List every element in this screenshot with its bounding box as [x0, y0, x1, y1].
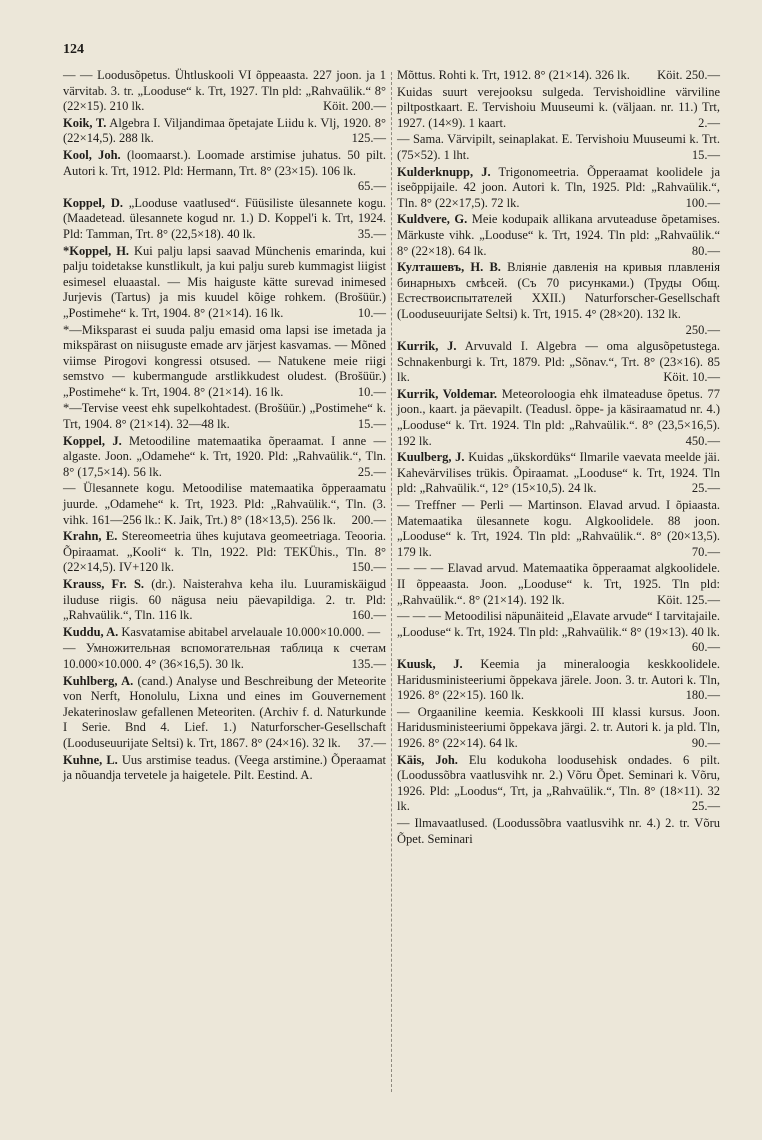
bibliography-entry: Kuddu, A. Kasvatamise abitabel arvelauale 10.000×10.000. — [63, 624, 381, 639]
bibliography-entry: Kool, Joh. (loomaarst.). Loomade arstimise juhatus. 50 pilt. Autori k. Trt, 1912. Pld: Hermann, Trt. 8° (23×15). 106 lk. 65.— [63, 147, 386, 194]
bibliography-entry: — Ilmavaatlused. (Loodussõbra vaatlusvihk nr. 4.) 2. tr. Võru Õpet. Seminari [397, 815, 720, 846]
bibliography-entry: *—Miksparast ei suuda palju emasid oma lapsi ise imetada ja mikspärast on niisuguste emade arv järjest kasvamas. — Mõned viimse Pirogovi kongressi otsused. — Natukene meie riigi semstvo — kubermangude arstlikkudest oludest. (Brošüür.) „Postimehe“ k. Trt, 1904. 8° (21×14). 16 lk. 10.— [63, 322, 386, 399]
bibliography-entry: Kuhne, L. Uus arstimise teadus. (Veega arstimine.) Õperaamat ja nõuandja tervetele ja haigetele. Pilt. Eestind. A. [63, 752, 386, 783]
bibliography-entry: Kuhlberg, A. (cand.) Analyse und Beschreibung der Meteorite von Nerft, Honolulu, Lixna und eines im Gouvernement Jekaterinoslaw gefallenen Meteoriten. (Archiv f. d. Naturkunde I Serie. Bnd 4. Lief. 1.) Naturforscher-Gesellschaft (Looduseuurijate Seltsi) k. Trt, 1867. 8° (24×16). 32 lk. 37.— [63, 673, 386, 750]
page-number: 124 [63, 42, 84, 57]
bibliography-entry: Kuldvere, G. Meie kodupaik allikana arvuteaduse õpetamises. Märkuste vihk. „Looduse“ k. Trt, 1924. Tln pld: „Rahvaülik.“ 8° (22×18). 64 lk. 80.— [397, 212, 720, 258]
bibliography-entry: — Ülesannete kogu. Metoodilise matemaatika õpperaamatu juurde. „Odamehe“ k. Trt, 1923. Pld: „Rahvaülik.“, Tln. (3. vihk. 161—256 lk.: K. Jaik, Trt.) 8° (18×13,5). 256 lk. 200.— [63, 481, 386, 527]
bibliography-entry: Krahn, E. Stereomeetria ühes kujutava geomeetriaga. Teooria. Õpiraamat. „Kooli“ k. Tln, 1922. Pld: TEKÜhis., Tln. 8° (22×14,5). IV+120 lk. 150.— [63, 529, 386, 575]
bibliography-entry: Krauss, Fr. S. (dr.). Naisterahva keha ilu. Luuramiskäigud iluduse riigis. 60 nägusa neiu päevapildiga. 2. tr. Pld: „Rahvaülik.“, Tln. 116 lk. 160.— [63, 577, 387, 623]
bibliography-entry: Култашевъ, Н. В. Вліяніе давленія на кривыя плавленія бинарныхъ смѣсей. (Съ 70 рисунками.) (Труды Общ. Естествоиспытателей XXII.) Naturforscher-Gesellschaft (Looduseuurijate Seltsi) k. Trt, 1915. 4° (28×20). 132 lk. 250.— [397, 260, 720, 337]
bibliography-entry: Koppel, D. „Looduse vaatlused“. Füüsiliste ülesannete kogu. (Maadetead. ülesannete kogud nr. 1.) D. Koppel'i k. Trt, 1924. Pld: Tamman, Trt. 8° (22,5×18). 40 lk. 35.— [63, 195, 386, 241]
bibliography-entry: — Treffner — Perli — Martinson. Elavad arvud. I õpiaasta. Matemaatika ülesannete kogu. Algkoolidele. 88 joon. „Looduse“ k. Trt, 1924. Tln pld: „Rahvaülik.“. 8° (20×13,5). 179 lk. 70.— [397, 498, 720, 559]
bibliography-entry: Kuusk, J. Keemia ja mineraloogia keskkoolidele. Haridusministeeriumi õppekava järele. Joon. 3. tr. Autori k. Tln, 1926. 8° (22×15). 160 lk. 180.— [397, 656, 721, 703]
bibliography-entry: *Koppel, H. Kui palju lapsi saavad Münchenis emarinda, kui palju toidetakse kunstlikult, ja kui palju sureb kummagist liigist esimesel eluaastal. — Mis haiguste kätte surevad inimesed Jurjevis (Tartus) ja mis kuudel kõige rohkem. (Brošüür.) „Postimehe“ k. Trt, 1904. 8° (21×14). 16 lk. 10.— [63, 243, 386, 320]
bibliography-entry: Kulderknupp, J. Trigonomeetria. Õpperaamat koolidele ja iseõppijaile. 42 joon. Autori k. Tln, 1925. Pld: „Rahvaülik.“, Tln. 8° (22×17,5). 72 lk. 100.— [397, 164, 720, 210]
left-column [63, 68, 386, 785]
bibliography-entry: Koik, T. Algebra I. Viljandimaa õpetajate Liidu k. Vlj, 1920. 8° (22×14,5). 288 lk. 125.— [63, 115, 387, 146]
bibliography-entry: — Умножительная вспомогательная таблица к счетам 10.000×10.000. 4° (36×16,5). 30 lk. 135.— [63, 641, 386, 671]
bibliography-entry: Kuidas suurt verejooksu sulgeda. Tervishoidline värviline piltpostkaart. E. Tervishoiu Muuseumi k. (väljaan. nr. 11.) Trt, 1927. (14×9). 1 kaart. 2.— [397, 84, 720, 130]
bibliography-entry: — — — Elavad arvud. Matemaatika õpperaamat algkoolidele. II õppeaasta. Joon. „Looduse“ k. Trt, 1925. Tln pld: „Rahvaülik.“. 8° (21×14). 192 lk. Köit. 125.— [397, 561, 720, 607]
bibliography-entry: Käis, Joh. Elu kodukoha loodusehisk ondades. 6 pilt. (Loodussõbra vaatlusvihk nr. 2.) Võru Õpet. Seminari k. Võru, 1926. Pld: „Loodus“, Trt, ja „Rahvaülik.“, Tln. 8° (18×11). 32 lk. 25.— [397, 752, 721, 814]
bibliography-entry: Kurrik, J. Arvuvald I. Algebra — oma algusõpetustega. Schnakenburgi k. Trt, 1879. Pld: „Sõnav.“, Trt. 8° (23×16). 85 lk. Köit. 10.— [397, 339, 721, 385]
right-column [397, 68, 720, 848]
bibliography-entry: Kurrik, Voldemar. Meteoroloogia ehk ilmateaduse õpetus. 77 joon., kaart. ja päevapilt. (Teadusl. õppe- ja käsiraamatud nr. 4.) „Looduse“ k. Trt. 1924. Tln pld: „Rahvaülik.“. 8° (23,5×16,5). 192 lk. 450.— [397, 386, 720, 448]
column-divider [391, 72, 393, 1092]
bibliography-entry: Koppel, J. Metoodiline matemaatika õperaamat. I anne — algaste. Joon. „Odamehe“ k. Trt, 1920. Pld: „Rahvaülik.“, Tln. 8° (17,5×14). 56 lk. 25.— [63, 433, 386, 479]
bibliography-entry: — Sama. Värvipilt, seinaplakat. E. Tervishoiu Muuseumi k. Trt. (75×52). 1 lht. 15.— [397, 132, 720, 162]
bibliography-entry: *—Tervise veest ehk supelkohtadest. (Brošüür.) „Postimehe“ k. Trt, 1904. 8° (21×14). 32—48 lk. 15.— [63, 401, 386, 432]
bibliography-entry: — — — Metoodilisi näpunäiteid „Elavate arvude“ I tarvitajaile. „Looduse“ k. Trt, 1924. Tln pld: „Rahvaülik.“ 8° (19×13). 40 lk. 60.— [397, 609, 720, 655]
bibliography-entry: — Orgaaniline keemia. Keskkooli III klassi kursus. Joon. Haridusministeeriumi õppekava järgi. 2. tr. Autori k. ja pld. Tln, 1926. 8° (22×14). 64 lk. 90.— [397, 704, 720, 750]
bibliography-entry: Kuulberg, J. Kuidas „ükskordüks“ Ilmarile vaevata meelde jäi. Kahevärvilises trükis. Õpiraamat. „Looduse“ k. Trt, 1924. Tln pld: „Rahvaülik.“, 12° (15×10,5). 24 lk. 25.— [397, 450, 721, 496]
bibliography-entry: Mõttus. Rohti k. Trt, 1912. 8° (21×14). 326 lk. Köit. 250.— [397, 68, 720, 82]
bibliography-entry: — — Loodusõpetus. Ühtluskooli VI õppeaasta. 227 joon. ja 1 värvitab. 3. tr. „Looduse“ k. Trt, 1927. Tln pld: „Rahvaülik.“ 8° (22×15). 210 lk. Köit. 200.— [63, 68, 386, 114]
